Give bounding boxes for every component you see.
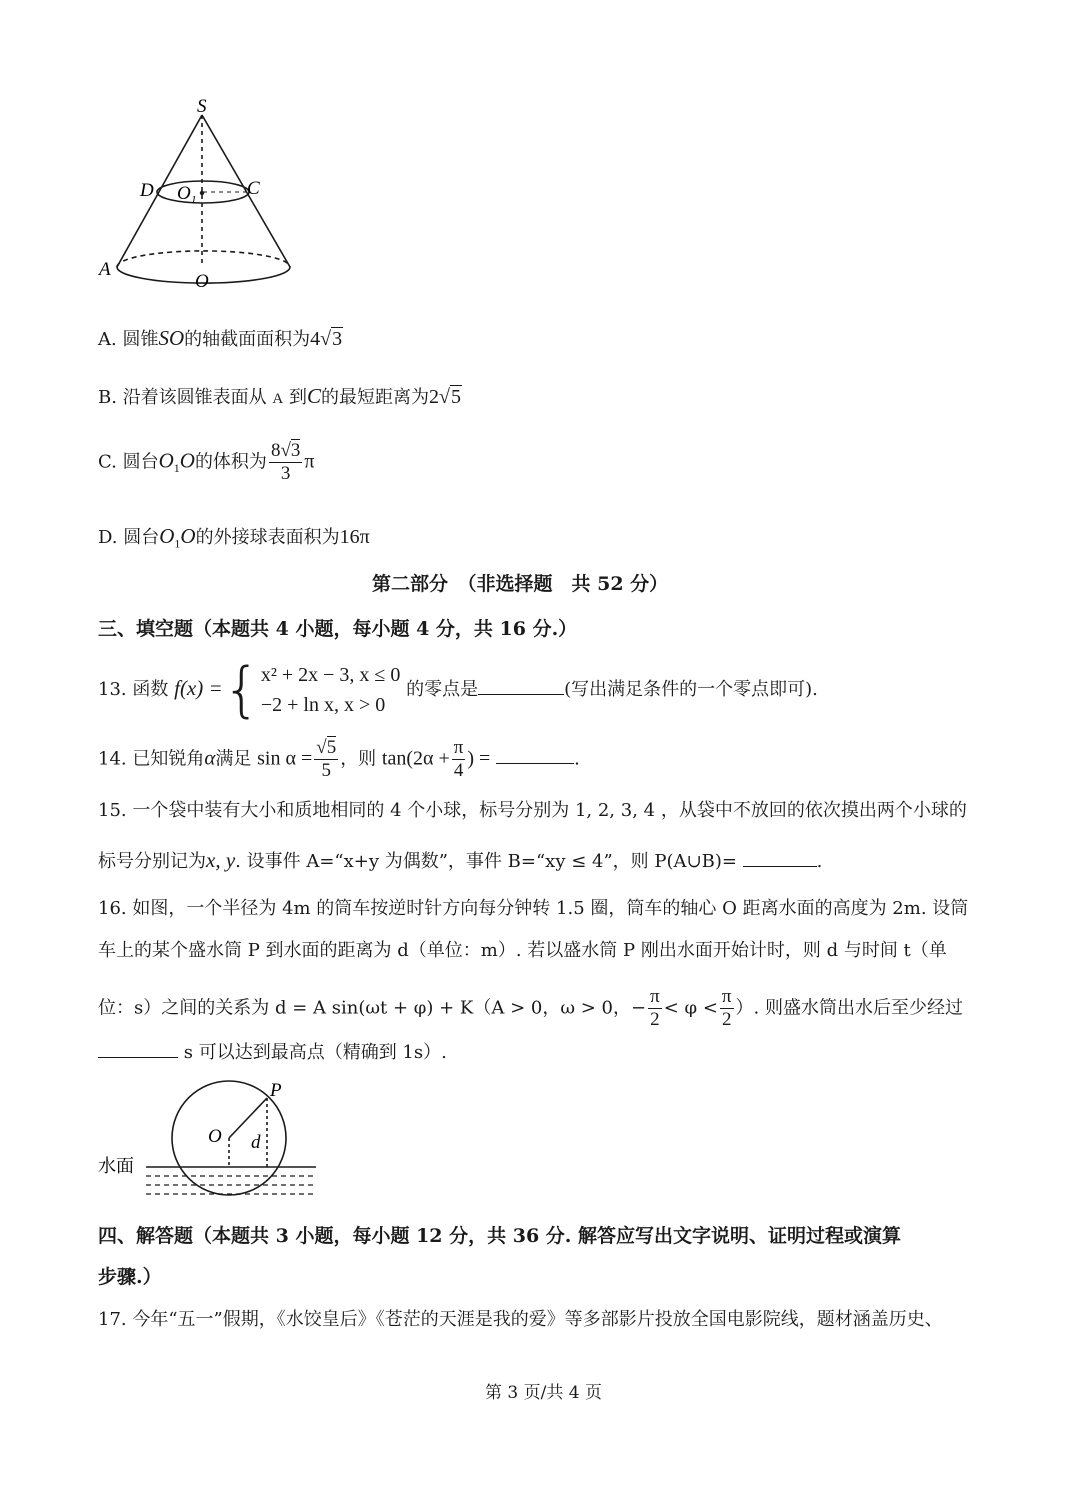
volume-fraction: $\frac{8√3}{3}$	[270, 440, 301, 484]
page-footer: 第 3 页/共 4 页	[485, 1383, 602, 1403]
label-d: d	[251, 1132, 261, 1153]
cone-figure	[95, 95, 305, 295]
piecewise-cases: x² + 2x − 3, x ≤ 0 −2 + ln x, x > 0	[260, 664, 401, 716]
question-13: 13. 函数 f(x) ={ x² + 2x − 3, x ≤ 0 −2 + ln x, x > 0 的零点是 (写出满足条件的一个零点即可).	[98, 655, 818, 725]
question-16-line3: 位：s）之间的关系为 d = A sin(ωt + φ) + K（A > 0，ω > 0，− $\frac{\pi}{2}$ < φ < $\frac{\pi}{2}$ ）. 则盛水筒出水后至少经过	[98, 986, 963, 1030]
section4-title-line1: 四、解答题（本题共 3 小题，每小题 12 分，共 36 分. 解答应写出文字说明、证明过程或演算	[98, 1225, 902, 1247]
section2-title: 第二部分 （非选择题 共 52 分）	[372, 573, 669, 595]
label-P: P	[270, 1080, 282, 1101]
question-15-line2: 标号分别记为x, y. 设事件 A=“x+y 为偶数”，事件 B=“xy ≤ 4”，则 P(A∪B)= .	[98, 848, 823, 872]
answer-blank-14[interactable]	[496, 763, 574, 764]
label-A: A	[99, 259, 111, 280]
label-C: C	[247, 178, 260, 199]
label-O-wheel: O	[208, 1126, 222, 1147]
section3-title: 三、填空题（本题共 4 小题，每小题 4 分，共 16 分.）	[98, 618, 578, 640]
water-wheel-figure	[96, 1080, 326, 1205]
label-O1-sub: 1	[191, 194, 197, 206]
question-16-line1: 16. 如图，一个半径为 4m 的筒车按逆时针方向每分钟转 1.5 圈，筒车的轴心 O 距离水面的高度为 2m. 设筒	[98, 898, 969, 919]
label-O: O	[195, 271, 209, 292]
option-c: C. 圆台$O_1O$的体积为 $\frac{8√3}{3}$ π	[98, 440, 315, 484]
answer-blank-13[interactable]	[478, 694, 564, 695]
question-14: 14. 已知锐角α满足 sin α = $\frac{√5}{5}$ ，则 tan(2α + $\frac{\pi}{4}$ ) = .	[98, 737, 580, 781]
answer-blank-16[interactable]	[98, 1057, 178, 1058]
option-a: A. 圆锥SO的轴截面面积为4√3	[98, 326, 343, 350]
option-d: D. 圆台$O_1O$的外接球表面积为16π	[98, 524, 370, 551]
label-O1: O	[177, 183, 191, 204]
option-b: B. 沿着该圆锥表面从 A 到C的最短距离为2√5	[98, 384, 461, 408]
answer-blank-15[interactable]	[743, 866, 817, 867]
question-17: 17. 今年“五一”假期，《水饺皇后》《苍茫的天涯是我的爱》等多部影片投放全国电影院线，题材涵盖历史、	[98, 1309, 943, 1330]
question-15-line1: 15. 一个袋中装有大小和质地相同的 4 个小球，标号分别为 1, 2, 3, 4 ，从袋中不放回的依次摸出两个小球的	[98, 800, 967, 821]
label-D: D	[140, 180, 154, 201]
label-S: S	[197, 96, 207, 117]
question-16-line2: 车上的某个盛水筒 P 到水面的距离为 d（单位：m）. 若以盛水筒 P 刚出水面开始计时，则 d 与时间 t（单	[98, 940, 947, 961]
label-water-surface: 水面	[98, 1156, 134, 1177]
question-16-line4: s 可以达到最高点（精确到 1s）.	[98, 1042, 447, 1064]
section4-title-line2: 步骤.）	[98, 1266, 162, 1288]
